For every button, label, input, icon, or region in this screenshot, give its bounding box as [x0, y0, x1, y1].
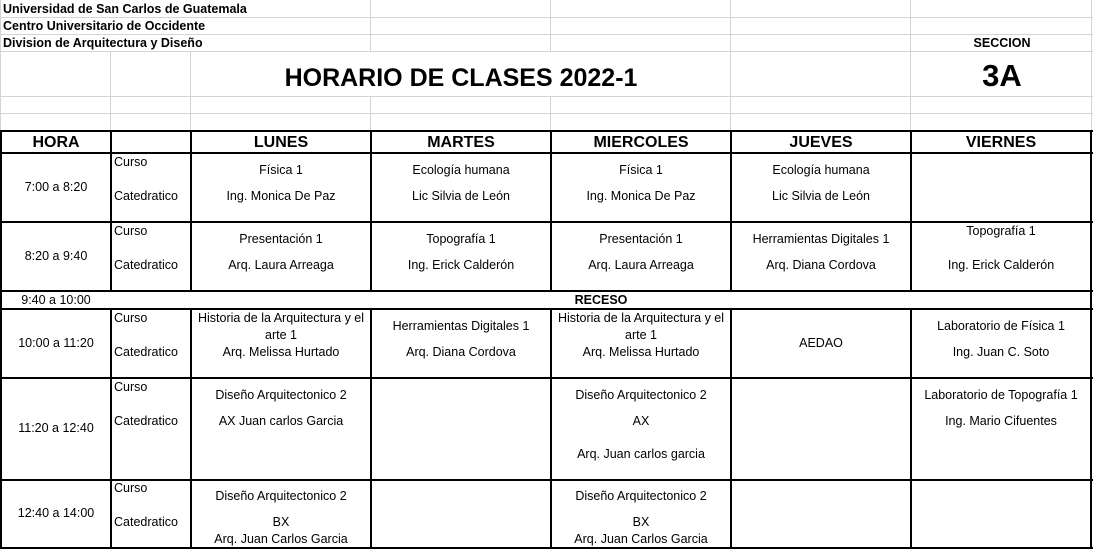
- time-slot-label: 7:00 a 8:20: [24, 180, 88, 194]
- gridline: [370, 0, 371, 52]
- time-slot-label: 10:00 a 11:20: [18, 336, 94, 350]
- course-name: Diseño Arquitectonico 2: [215, 489, 347, 503]
- section-label: SECCION: [973, 36, 1031, 50]
- course-row-label: Curso: [114, 224, 148, 238]
- table-border: [0, 308, 1093, 310]
- table-border: [0, 221, 1093, 223]
- teacher-name: Ing. Monica De Paz: [586, 189, 696, 203]
- teacher-name: Arq. Diana Cordova: [766, 258, 876, 272]
- table-border: [730, 308, 732, 549]
- teacher-name: Ing. Erick Calderón: [407, 258, 515, 272]
- schedule-title: HORARIO DE CLASES 2022-1: [284, 64, 638, 92]
- table-border: [110, 130, 112, 292]
- teacher-name: Ing. Monica De Paz: [226, 189, 336, 203]
- teacher-name: Lic Silvia de León: [772, 189, 870, 203]
- gridline: [0, 51, 1093, 52]
- table-border: [370, 308, 372, 549]
- course-name: Ecología humana: [772, 163, 870, 177]
- teacher-name: Arq. Melissa Hurtado: [582, 345, 700, 359]
- table-border: [0, 479, 1093, 481]
- teacher-name: Arq. Juan carlos garcia: [577, 447, 705, 461]
- course-name: Laboratorio de Topografía 1: [924, 388, 1078, 402]
- table-border: [0, 130, 1093, 132]
- course-name: Ecología humana: [412, 163, 510, 177]
- university-name: Universidad de San Carlos de Guatemala: [3, 2, 247, 16]
- course-name: Historia de la Arquitectura y el arte 1: [197, 311, 365, 342]
- teacher-name: Lic Silvia de León: [412, 189, 510, 203]
- teacher-name: Arq. Laura Arreaga: [228, 258, 334, 272]
- teacher-name: AX Juan carlos Garcia: [218, 414, 344, 428]
- teacher-name: BX: [272, 515, 290, 529]
- gridline: [910, 0, 911, 130]
- teacher-row-label: Catedratico: [114, 189, 178, 203]
- gridline: [0, 96, 1093, 97]
- teacher-name: Arq. Melissa Hurtado: [222, 345, 340, 359]
- teacher-row-label: Catedratico: [114, 414, 178, 428]
- table-border: [910, 130, 912, 292]
- gridline: [110, 51, 111, 130]
- section-value: 3A: [982, 58, 1022, 93]
- course-name: AEDAO: [799, 336, 843, 350]
- table-border: [550, 308, 552, 549]
- gridline: [0, 0, 1, 130]
- teacher-row-label: Catedratico: [114, 515, 178, 529]
- gridline: [190, 51, 191, 130]
- table-border: [370, 130, 372, 292]
- table-border: [0, 152, 1093, 154]
- course-name: Diseño Arquitectonico 2: [215, 388, 347, 402]
- gridline: [370, 96, 371, 130]
- course-name: Física 1: [619, 163, 663, 177]
- table-border: [190, 308, 192, 549]
- table-border: [190, 130, 192, 292]
- teacher-name: Ing. Mario Cifuentes: [945, 414, 1057, 428]
- course-row-label: Curso: [114, 380, 148, 394]
- course-row-label: Curso: [114, 155, 148, 169]
- center-name: Centro Universitario de Occidente: [3, 19, 206, 33]
- gridline: [0, 34, 1093, 35]
- time-slot-label: 12:40 a 14:00: [17, 506, 95, 520]
- gridline: [550, 96, 551, 130]
- gridline: [0, 113, 1093, 114]
- table-border: [1090, 130, 1092, 549]
- day-header-tuesday: MARTES: [427, 134, 495, 151]
- course-name: Topografía 1: [966, 224, 1036, 238]
- table-border: [0, 377, 1093, 379]
- teacher-name: Arq. Diana Cordova: [406, 345, 516, 359]
- break-label: RECESO: [574, 293, 628, 307]
- hour-column-header: HORA: [32, 134, 80, 151]
- course-name: Herramientas Digitales 1: [392, 319, 530, 333]
- gridline: [1091, 0, 1092, 130]
- table-border: [730, 130, 732, 292]
- table-border: [550, 130, 552, 292]
- course-name: Presentación 1: [599, 232, 683, 246]
- table-border: [910, 308, 912, 549]
- time-slot-label: 8:20 a 9:40: [24, 249, 88, 263]
- course-name: Presentación 1: [239, 232, 323, 246]
- break-time-label: 9:40 a 10:00: [21, 293, 91, 307]
- table-border: [110, 308, 112, 549]
- table-border: [0, 130, 2, 549]
- teacher-name: Arq. Juan Carlos Garcia: [574, 532, 708, 546]
- teacher-name: Ing. Juan C. Soto: [952, 345, 1050, 359]
- table-border: [0, 547, 1093, 549]
- course-name: Diseño Arquitectonico 2: [575, 489, 707, 503]
- teacher-row-label: Catedratico: [114, 258, 178, 272]
- teacher-name: BX: [632, 515, 650, 529]
- teacher-name: AX: [632, 414, 650, 428]
- teacher-name: Arq. Juan Carlos Garcia: [214, 532, 348, 546]
- course-row-label: Curso: [114, 311, 148, 325]
- division-name: Division de Arquitectura y Diseño: [3, 36, 203, 50]
- teacher-row-label: Catedratico: [114, 345, 178, 359]
- teacher-name: Ing. Erick Calderón: [947, 258, 1055, 272]
- table-border: [0, 290, 1093, 292]
- course-name: Física 1: [259, 163, 303, 177]
- time-slot-label: 11:20 a 12:40: [18, 421, 94, 435]
- day-header-wednesday: MIERCOLES: [593, 134, 689, 151]
- teacher-name: Arq. Laura Arreaga: [588, 258, 694, 272]
- course-row-label: Curso: [114, 481, 148, 495]
- gridline: [0, 17, 1093, 18]
- gridline: [730, 0, 731, 130]
- course-name: Topografía 1: [426, 232, 496, 246]
- day-header-thursday: JUEVES: [789, 134, 853, 151]
- course-name: Herramientas Digitales 1: [752, 232, 890, 246]
- day-header-friday: VIERNES: [965, 134, 1037, 151]
- day-header-monday: LUNES: [253, 134, 309, 151]
- course-name: Diseño Arquitectonico 2: [575, 388, 707, 402]
- gridline: [550, 0, 551, 52]
- course-name: Laboratorio de Física 1: [937, 319, 1065, 333]
- course-name: Historia de la Arquitectura y el arte 1: [557, 311, 725, 342]
